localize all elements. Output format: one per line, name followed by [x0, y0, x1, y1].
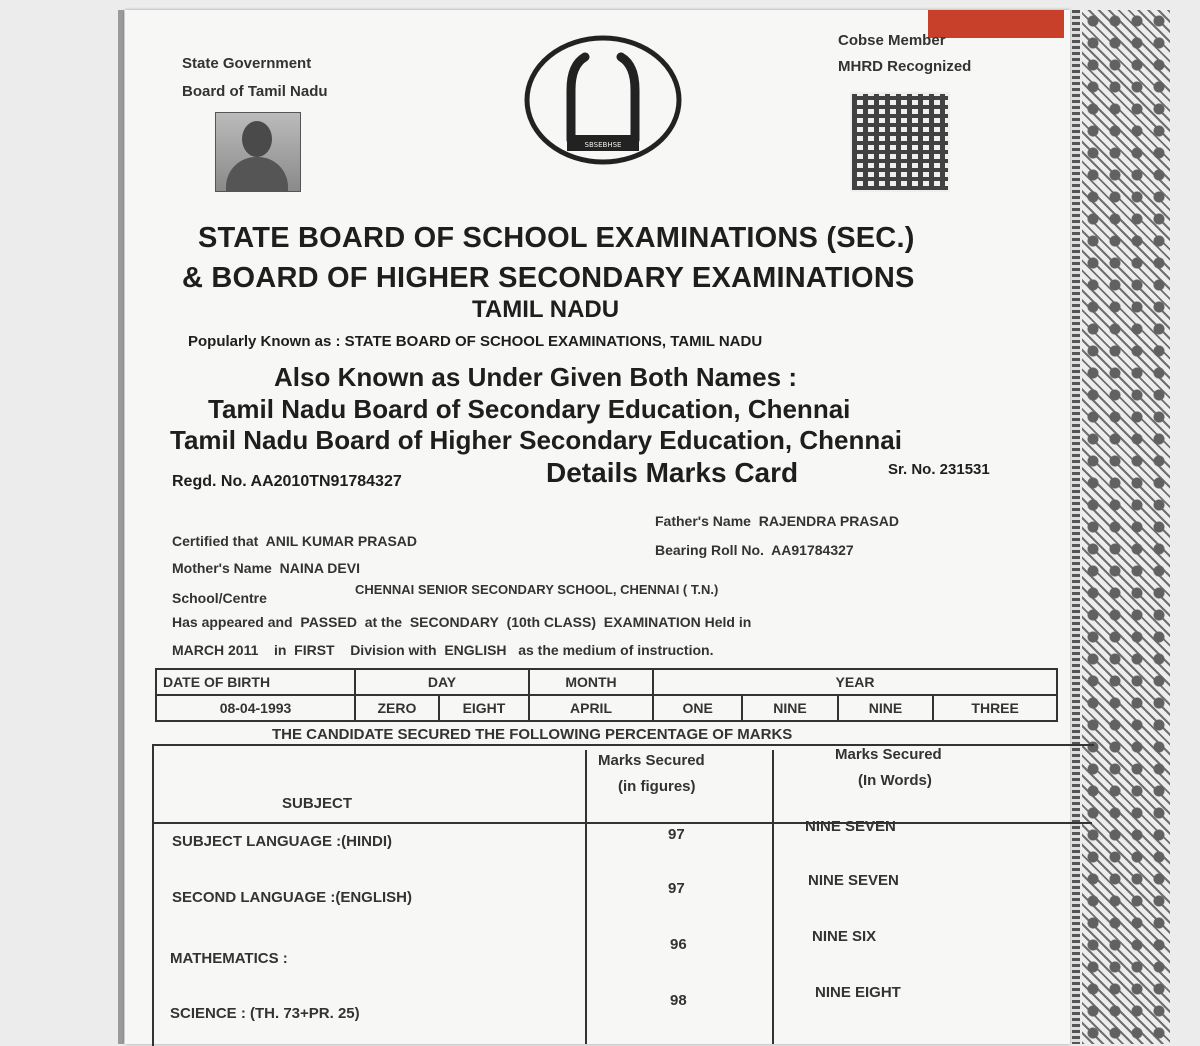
dob-label: DATE OF BIRTH [156, 669, 355, 695]
also-known-name2: Tamil Nadu Board of Higher Secondary Education, Chennai [170, 425, 902, 455]
col-figures-header-1: Marks Secured [598, 752, 705, 769]
marks-row-4-words: NINE EIGHT [815, 984, 901, 1001]
mother-row: Mother's Name NAINA DEVI [172, 560, 360, 576]
marks-heading: THE CANDIDATE SECURED THE FOLLOWING PERCENTAGE OF MARKS [272, 726, 793, 743]
candidate-photo [215, 112, 301, 192]
dob-value: 08-04-1993 [156, 695, 355, 721]
qr-code-icon [850, 92, 950, 192]
card-title: Details Marks Card [546, 457, 799, 488]
col-words-header-1: Marks Secured [835, 746, 942, 763]
marks-col-divider-2 [772, 750, 774, 1044]
header-right-line2: MHRD Recognized [838, 58, 972, 75]
marks-row-2-words: NINE SEVEN [808, 872, 899, 889]
regd-no: Regd. No. AA2010TN91784327 [172, 473, 402, 490]
marks-row-1-words: NINE SEVEN [805, 818, 896, 835]
month-label: MONTH [529, 669, 653, 695]
marks-col-divider-1 [585, 750, 587, 1044]
popularly-known-as: Popularly Known as : STATE BOARD OF SCHOOL EXAMINATIONS, TAMIL NADU [188, 333, 763, 350]
month-word: APRIL [529, 695, 653, 721]
father-row: Father's Name RAJENDRA PRASAD [655, 513, 899, 529]
marks-row-4-subject: SCIENCE : (TH. 73+PR. 25) [170, 1005, 360, 1022]
medium: ENGLISH [444, 642, 507, 658]
title-line3: TAMIL NADU [472, 296, 620, 323]
year-word-1: ONE [653, 695, 742, 721]
marks-row-1-subject: SUBJECT LANGUAGE :(HINDI) [172, 833, 392, 850]
also-known-heading: Also Known as Under Given Both Names : [274, 362, 797, 392]
roll-row: Bearing Roll No. AA91784327 [655, 542, 854, 558]
marks-header-divider [152, 822, 1092, 824]
marks-row-2-figures: 97 [668, 880, 685, 897]
certified-row: Certified that ANIL KUMAR PRASAD [172, 533, 418, 549]
day-label: DAY [355, 669, 529, 695]
day-word-2: EIGHT [439, 695, 529, 721]
year-label: YEAR [653, 669, 1057, 695]
col-words-header-2: (In Words) [858, 772, 932, 789]
sr-no: Sr. No. 231531 [888, 461, 990, 478]
header-left-line1: State Government [182, 55, 312, 72]
roll-no: AA91784327 [771, 542, 854, 558]
day-word-1: ZERO [355, 695, 439, 721]
header-right-line1: Cobse Member [838, 32, 946, 49]
result: PASSED [300, 614, 357, 630]
col-subject-header: SUBJECT [282, 795, 353, 812]
exam-row: Has appeared and PASSED at the SECONDARY (10th CLASS) EXAMINATION Held in [172, 614, 752, 630]
candidate-name: ANIL KUMAR PRASAD [265, 533, 418, 549]
decorative-border-pattern [1082, 10, 1170, 1044]
title-line2: & BOARD OF HIGHER SECONDARY EXAMINATIONS [182, 262, 915, 294]
school-label: School/Centre [172, 590, 267, 606]
school-name: CHENNAI SENIOR SECONDARY SCHOOL, CHENNAI ( T.N.) [355, 582, 719, 597]
year-word-3: NINE [838, 695, 934, 721]
logo-text: SBSEBHSE [584, 141, 622, 149]
marks-row-3-words: NINE SIX [812, 928, 877, 945]
page-edge-shadow [118, 10, 124, 1044]
red-seal-stamp [928, 10, 1064, 38]
division: FIRST [294, 642, 335, 658]
board-logo-icon [523, 35, 683, 165]
division-row: MARCH 2011 in FIRST Division with ENGLISH as the medium of instruction. [172, 642, 714, 658]
col-figures-header-2: (in figures) [618, 778, 696, 795]
exam-month: MARCH 2011 [172, 642, 259, 658]
also-known-name1: Tamil Nadu Board of Secondary Education, Chennai [208, 394, 851, 424]
marks-row-1-figures: 97 [668, 826, 685, 843]
class: (10th CLASS) [506, 614, 597, 630]
title-line1: STATE BOARD OF SCHOOL EXAMINATIONS (SEC.) [198, 222, 915, 254]
marks-row-3-figures: 96 [670, 936, 687, 953]
marks-row-2-subject: SECOND LANGUAGE :(ENGLISH) [172, 889, 412, 906]
level: SECONDARY [409, 614, 499, 630]
mother-name: NAINA DEVI [279, 560, 360, 576]
date-of-birth-table [155, 668, 1058, 722]
marks-row-4-figures: 98 [670, 992, 687, 1009]
year-word-2: NINE [742, 695, 838, 721]
father-name: RAJENDRA PRASAD [758, 513, 899, 529]
header-left-line2: Board of Tamil Nadu [182, 83, 328, 100]
marks-row-3-subject: MATHEMATICS : [170, 950, 288, 967]
year-word-4: THREE [933, 695, 1057, 721]
